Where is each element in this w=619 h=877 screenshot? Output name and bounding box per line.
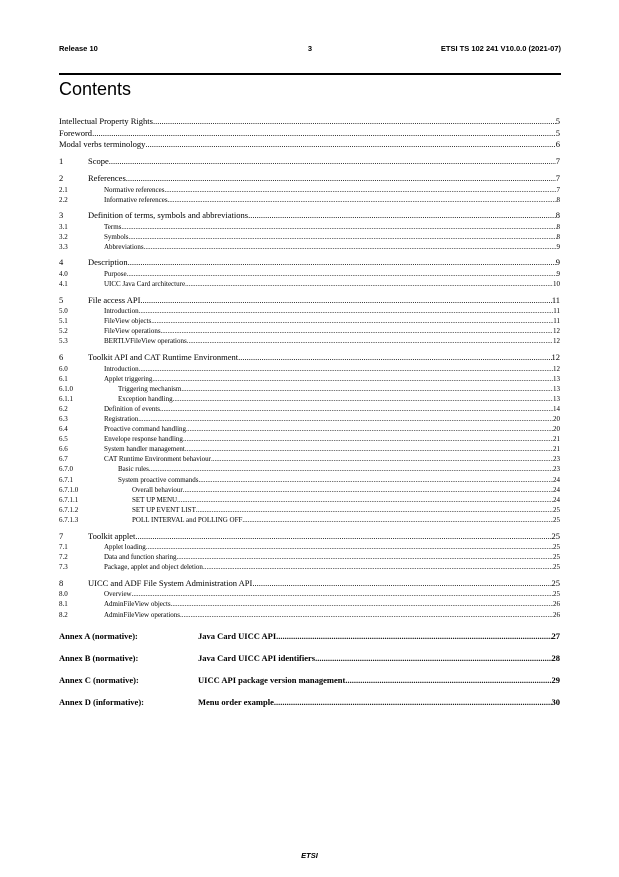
- toc-leader-dots: [132, 589, 553, 599]
- toc-entry-title: FileView objects: [104, 317, 152, 326]
- toc-leader-dots: [248, 210, 556, 222]
- toc-entry-number: 5: [59, 294, 64, 305]
- toc-entry[interactable]: [59, 562, 560, 572]
- toc-leader-dots: [128, 257, 556, 269]
- toc-entry-title: Definition of events: [104, 404, 160, 413]
- toc-entry-number: 7: [59, 530, 64, 541]
- toc-entry-title: Proactive command handling: [104, 425, 187, 434]
- toc-entry-title: Foreword: [59, 127, 93, 138]
- toc-leader-dots: [152, 374, 553, 384]
- toc-entry-page: 25: [551, 577, 560, 588]
- toc-entry-number: 3.3: [59, 242, 68, 251]
- toc-entry-page: 25: [553, 515, 560, 524]
- toc-entry[interactable]: [59, 316, 560, 326]
- toc-entry[interactable]: [59, 257, 560, 269]
- toc-leader-dots: [198, 475, 553, 485]
- document-id: ETSI TS 102 241 V10.0.0 (2021-07): [440, 44, 561, 53]
- toc-leader-dots: [181, 384, 553, 394]
- toc-entry[interactable]: [59, 269, 560, 279]
- page-footer: ETSI: [301, 851, 318, 860]
- toc-leader-dots: [149, 464, 553, 474]
- toc-entry-title: Scope: [88, 156, 109, 166]
- toc-leader-dots: [126, 173, 556, 185]
- toc-entry-page: 7: [555, 173, 560, 183]
- toc-entry-number: 6.7.1.0: [59, 485, 79, 494]
- toc-leader-dots: [211, 454, 553, 464]
- page-title: Contents: [59, 79, 132, 99]
- toc-leader-dots: [177, 552, 553, 562]
- toc-entry-number: 6.7.0: [59, 465, 73, 474]
- toc-entry-page: 26: [553, 600, 560, 609]
- toc-entry-page: 25: [553, 553, 560, 562]
- annex-page: 27: [551, 630, 560, 641]
- toc-entry-page: 12: [551, 352, 560, 363]
- toc-leader-dots: [139, 306, 554, 316]
- toc-entry-page: 25: [553, 590, 560, 599]
- toc-entry-title: Purpose: [104, 269, 127, 278]
- toc-leader-dots: [173, 394, 553, 404]
- toc-leader-dots: [183, 434, 553, 444]
- toc-entry-number: 6.7.1.1: [59, 495, 79, 504]
- toc-entry-title: Package, applet and object deletion: [104, 563, 203, 572]
- toc-entry[interactable]: [59, 434, 560, 444]
- toc-entry[interactable]: [59, 156, 560, 168]
- toc-entry-number: 7.1: [59, 543, 68, 552]
- toc-entry-title: POLL INTERVAL and POLLING OFF: [132, 515, 243, 524]
- toc-entry[interactable]: [59, 424, 560, 434]
- toc-entry[interactable]: [59, 279, 560, 289]
- toc-leader-dots: [109, 156, 556, 168]
- toc-entry-page: 8: [555, 210, 560, 221]
- toc-entry[interactable]: [59, 542, 560, 552]
- toc-leader-dots: [187, 336, 553, 346]
- toc-leader-dots: [164, 185, 556, 195]
- toc-leader-dots: [185, 444, 553, 454]
- toc-entry-number: 4.0: [59, 269, 68, 278]
- toc-entry-number: 6.6: [59, 445, 68, 454]
- toc-entry[interactable]: [59, 336, 560, 346]
- toc-entry[interactable]: [59, 352, 560, 364]
- toc-leader-dots: [238, 352, 551, 364]
- toc-entry-page: 21: [553, 445, 560, 454]
- toc-entry-number: 6.7.1.2: [59, 505, 79, 514]
- toc-entry[interactable]: [59, 578, 560, 590]
- toc-entry-title: Intellectual Property Rights: [59, 116, 153, 126]
- toc-entry-title: Terms: [104, 222, 122, 231]
- toc-entry[interactable]: [59, 610, 560, 620]
- toc-entry[interactable]: [59, 599, 560, 609]
- toc-leader-dots: [180, 610, 553, 620]
- annex-label: Annex A (normative):: [59, 630, 138, 641]
- toc-entry[interactable]: [59, 232, 560, 242]
- toc-entry-page: 25: [551, 530, 560, 541]
- toc-entry-title: Introduction: [104, 307, 139, 316]
- toc-entry[interactable]: [59, 394, 560, 404]
- toc-entry[interactable]: [59, 116, 560, 128]
- toc-leader-dots: [121, 222, 556, 232]
- table-of-contents: [59, 116, 560, 713]
- toc-entry[interactable]: [59, 210, 560, 222]
- toc-annex-entry[interactable]: [59, 625, 560, 647]
- toc-entry-page: 13: [553, 374, 560, 383]
- toc-leader-dots: [315, 647, 551, 669]
- toc-entry[interactable]: [59, 326, 560, 336]
- toc-leader-dots: [129, 232, 557, 242]
- toc-entry-page: 23: [553, 465, 560, 474]
- toc-entry[interactable]: [59, 374, 560, 384]
- toc-entry-number: 6.1.0: [59, 384, 73, 393]
- toc-entry-title: CAT Runtime Environment behaviour: [104, 455, 211, 464]
- toc-entry-number: 6.7: [59, 455, 68, 464]
- annex-label: Annex D (informative):: [59, 696, 144, 707]
- toc-entry-title: SET UP MENU: [132, 495, 178, 504]
- toc-entry-page: 20: [553, 415, 560, 423]
- toc-leader-dots: [168, 195, 557, 205]
- toc-entry[interactable]: [59, 444, 560, 454]
- toc-entry[interactable]: [59, 464, 560, 474]
- annex-page: 28: [551, 652, 560, 663]
- toc-leader-dots: [276, 625, 551, 647]
- toc-entry-number: 8: [59, 577, 64, 588]
- toc-leader-dots: [153, 116, 556, 128]
- toc-entry-title: Envelope response handling: [104, 435, 183, 444]
- toc-leader-dots: [186, 424, 553, 434]
- toc-entry-page: 24: [553, 485, 560, 494]
- toc-annex-entry[interactable]: [59, 669, 560, 691]
- toc-entry-title: AdminFileView operations: [104, 610, 180, 619]
- toc-leader-dots: [138, 414, 553, 424]
- toc-entry-number: 5.0: [59, 307, 68, 316]
- toc-entry[interactable]: [59, 552, 560, 562]
- toc-leader-dots: [274, 691, 552, 713]
- toc-entry-number: 1: [59, 156, 64, 166]
- toc-leader-dots: [127, 269, 557, 279]
- toc-entry-title: UICC Java Card architecture: [104, 280, 186, 289]
- toc-entry-page: 10: [553, 280, 560, 289]
- toc-entry-title: Modal verbs terminology: [59, 139, 146, 149]
- toc-entry[interactable]: [59, 531, 560, 543]
- toc-entry-page: 9: [556, 242, 560, 251]
- annex-page: 30: [551, 696, 560, 707]
- toc-leader-dots: [161, 326, 553, 336]
- toc-entry-number: 6.0: [59, 364, 68, 373]
- toc-entry-page: 25: [553, 505, 560, 514]
- toc-entry-title: BERTLVFileView operations: [104, 337, 187, 346]
- toc-entry-page: 14: [553, 404, 560, 413]
- toc-entry[interactable]: [59, 454, 560, 464]
- toc-entry[interactable]: [59, 495, 560, 505]
- toc-entry-page: 7: [556, 185, 560, 194]
- toc-leader-dots: [144, 242, 557, 252]
- toc-entry[interactable]: [59, 475, 560, 485]
- toc-entry-title: Overall behaviour: [132, 485, 183, 494]
- annex-title: UICC API package version management: [198, 674, 346, 685]
- toc-entry-page: 11: [553, 317, 560, 326]
- toc-entry-title: UICC and ADF File System Administration API: [88, 577, 253, 588]
- toc-entry-title: System proactive commands: [118, 475, 199, 484]
- toc-leader-dots: [145, 139, 555, 151]
- toc-leader-dots: [151, 316, 553, 326]
- toc-entry[interactable]: [59, 242, 560, 252]
- toc-entry-number: 6: [59, 352, 64, 363]
- toc-entry-number: 6.1.1: [59, 394, 73, 403]
- toc-entry-title: Applet triggering: [104, 374, 153, 383]
- toc-entry-number: 5.2: [59, 327, 68, 336]
- toc-entry-page: 5: [555, 127, 560, 138]
- toc-annex-entry[interactable]: [59, 691, 560, 713]
- toc-entry-number: 3.1: [59, 222, 68, 231]
- toc-entry-page: 12: [553, 337, 560, 346]
- toc-entry-title: Symbols: [104, 232, 129, 241]
- toc-leader-dots: [345, 669, 551, 691]
- toc-entry-title: AdminFileView objects: [104, 600, 171, 609]
- toc-entry-page: 7: [555, 156, 560, 166]
- annex-title: Menu order example: [198, 696, 274, 707]
- toc-entry-page: 12: [553, 327, 560, 336]
- release-label: Release 10: [59, 44, 98, 53]
- toc-entry[interactable]: [59, 306, 560, 316]
- toc-entry-title: Exception handling: [118, 394, 173, 403]
- toc-entry-page: 24: [553, 475, 560, 484]
- toc-entry-number: 5.1: [59, 317, 68, 326]
- toc-entry-number: 3.2: [59, 232, 68, 241]
- toc-entry-title: System handler management: [104, 445, 185, 454]
- toc-entry-title: Data and function sharing: [104, 553, 177, 562]
- toc-entry-page: 21: [553, 435, 560, 444]
- toc-entry[interactable]: [59, 139, 560, 151]
- toc-entry[interactable]: [59, 589, 560, 599]
- annex-title: Java Card UICC API identifiers: [198, 652, 316, 663]
- toc-leader-dots: [139, 364, 553, 374]
- toc-entry[interactable]: [59, 505, 560, 515]
- toc-entry-title: Toolkit applet: [88, 530, 136, 541]
- toc-entry-page: 9: [556, 269, 560, 278]
- toc-entry-number: 8.1: [59, 600, 68, 609]
- toc-entry-number: 5.3: [59, 337, 68, 346]
- toc-entry-title: Overview: [104, 590, 132, 599]
- toc-entry[interactable]: [59, 128, 560, 140]
- toc-leader-dots: [242, 515, 553, 525]
- toc-entry-title: References: [88, 173, 126, 183]
- toc-entry[interactable]: [59, 195, 560, 205]
- toc-entry-title: Introduction: [104, 364, 139, 373]
- toc-entry-title: Description: [88, 257, 128, 268]
- toc-entry-title: File access API: [88, 294, 141, 305]
- toc-leader-dots: [140, 295, 551, 307]
- toc-annex-entry[interactable]: [59, 647, 560, 669]
- toc-entry[interactable]: [59, 364, 560, 374]
- toc-entry[interactable]: [59, 222, 560, 232]
- toc-leader-dots: [92, 128, 556, 140]
- toc-entry-title: Informative references: [104, 195, 168, 204]
- toc-entry-number: 4: [59, 257, 64, 268]
- toc-entry-title: Registration: [104, 415, 139, 423]
- toc-entry-number: 2: [59, 173, 64, 183]
- page-number: 3: [307, 44, 313, 53]
- toc-entry[interactable]: [59, 173, 560, 185]
- toc-entry-number: 7.3: [59, 563, 68, 572]
- toc-entry[interactable]: [59, 414, 560, 424]
- toc-entry[interactable]: [59, 404, 560, 414]
- toc-leader-dots: [171, 599, 553, 609]
- toc-entry-title: Triggering mechanism: [118, 384, 182, 393]
- annex-page: 29: [551, 674, 560, 685]
- toc-entry-page: 25: [553, 543, 560, 552]
- page-header: [59, 44, 561, 58]
- toc-entry-page: 8: [556, 222, 560, 231]
- toc-entry-page: 12: [553, 364, 560, 373]
- toc-entry-page: 24: [553, 495, 560, 504]
- toc-entry[interactable]: [59, 185, 560, 195]
- toc-entry[interactable]: [59, 485, 560, 495]
- toc-entry-page: 8: [556, 232, 560, 241]
- toc-entry-page: 8: [556, 195, 560, 204]
- annex-title: Java Card UICC API: [198, 630, 277, 641]
- toc-entry-page: 26: [553, 610, 560, 619]
- toc-entry-number: 8.2: [59, 610, 68, 619]
- toc-entry-number: 3: [59, 210, 64, 221]
- toc-leader-dots: [135, 531, 551, 543]
- annex-label: Annex B (normative):: [59, 652, 139, 663]
- toc-entry-title: Definition of terms, symbols and abbreviations: [88, 210, 249, 221]
- toc-leader-dots: [185, 279, 553, 289]
- toc-entry-page: 5: [555, 116, 560, 126]
- toc-leader-dots: [160, 404, 553, 414]
- toc-entry-title: FileView operations: [104, 327, 161, 336]
- toc-entry-page: 23: [553, 455, 560, 464]
- toc-entry-page: 9: [555, 257, 560, 268]
- toc-entry[interactable]: [59, 384, 560, 394]
- toc-entry-number: 7.2: [59, 553, 68, 562]
- toc-entry-page: 11: [551, 294, 560, 305]
- toc-entry-number: 6.1: [59, 374, 68, 383]
- toc-entry-number: 6.5: [59, 435, 68, 444]
- toc-entry-page: 13: [553, 384, 560, 393]
- toc-entry-number: 6.4: [59, 425, 68, 434]
- toc-leader-dots: [252, 578, 551, 590]
- toc-leader-dots: [177, 495, 553, 505]
- toc-entry-number: 4.1: [59, 280, 68, 289]
- toc-entry-page: 20: [553, 425, 560, 434]
- toc-entry[interactable]: [59, 515, 560, 525]
- toc-entry-number: 2.2: [59, 195, 68, 204]
- toc-leader-dots: [183, 485, 553, 495]
- toc-entry-number: 6.3: [59, 415, 68, 423]
- toc-entry-number: 6.7.1: [59, 475, 73, 484]
- toc-entry-page: 25: [553, 563, 560, 572]
- toc-entry[interactable]: [59, 295, 560, 307]
- toc-entry-title: Toolkit API and CAT Runtime Environment: [88, 352, 239, 363]
- toc-entry-number: 6.7.1.3: [59, 515, 79, 524]
- toc-leader-dots: [146, 542, 553, 552]
- toc-leader-dots: [196, 505, 553, 515]
- toc-entry-title: SET UP EVENT LIST: [132, 505, 196, 514]
- toc-entry-page: 11: [553, 307, 560, 316]
- toc-entry-page: 13: [553, 394, 560, 403]
- toc-leader-dots: [203, 562, 553, 572]
- toc-entry-title: Basic rules: [118, 465, 149, 474]
- toc-entry-page: 6: [555, 139, 560, 149]
- annex-label: Annex C (normative):: [59, 674, 139, 685]
- header-rule: [59, 73, 561, 75]
- toc-entry-title: Normative references: [104, 185, 165, 194]
- toc-entry-title: Abbreviations: [104, 242, 144, 251]
- toc-entry-title: Applet loading: [104, 543, 146, 552]
- toc-entry-number: 8.0: [59, 590, 68, 599]
- toc-entry-number: 2.1: [59, 185, 68, 194]
- toc-entry-number: 6.2: [59, 404, 68, 413]
